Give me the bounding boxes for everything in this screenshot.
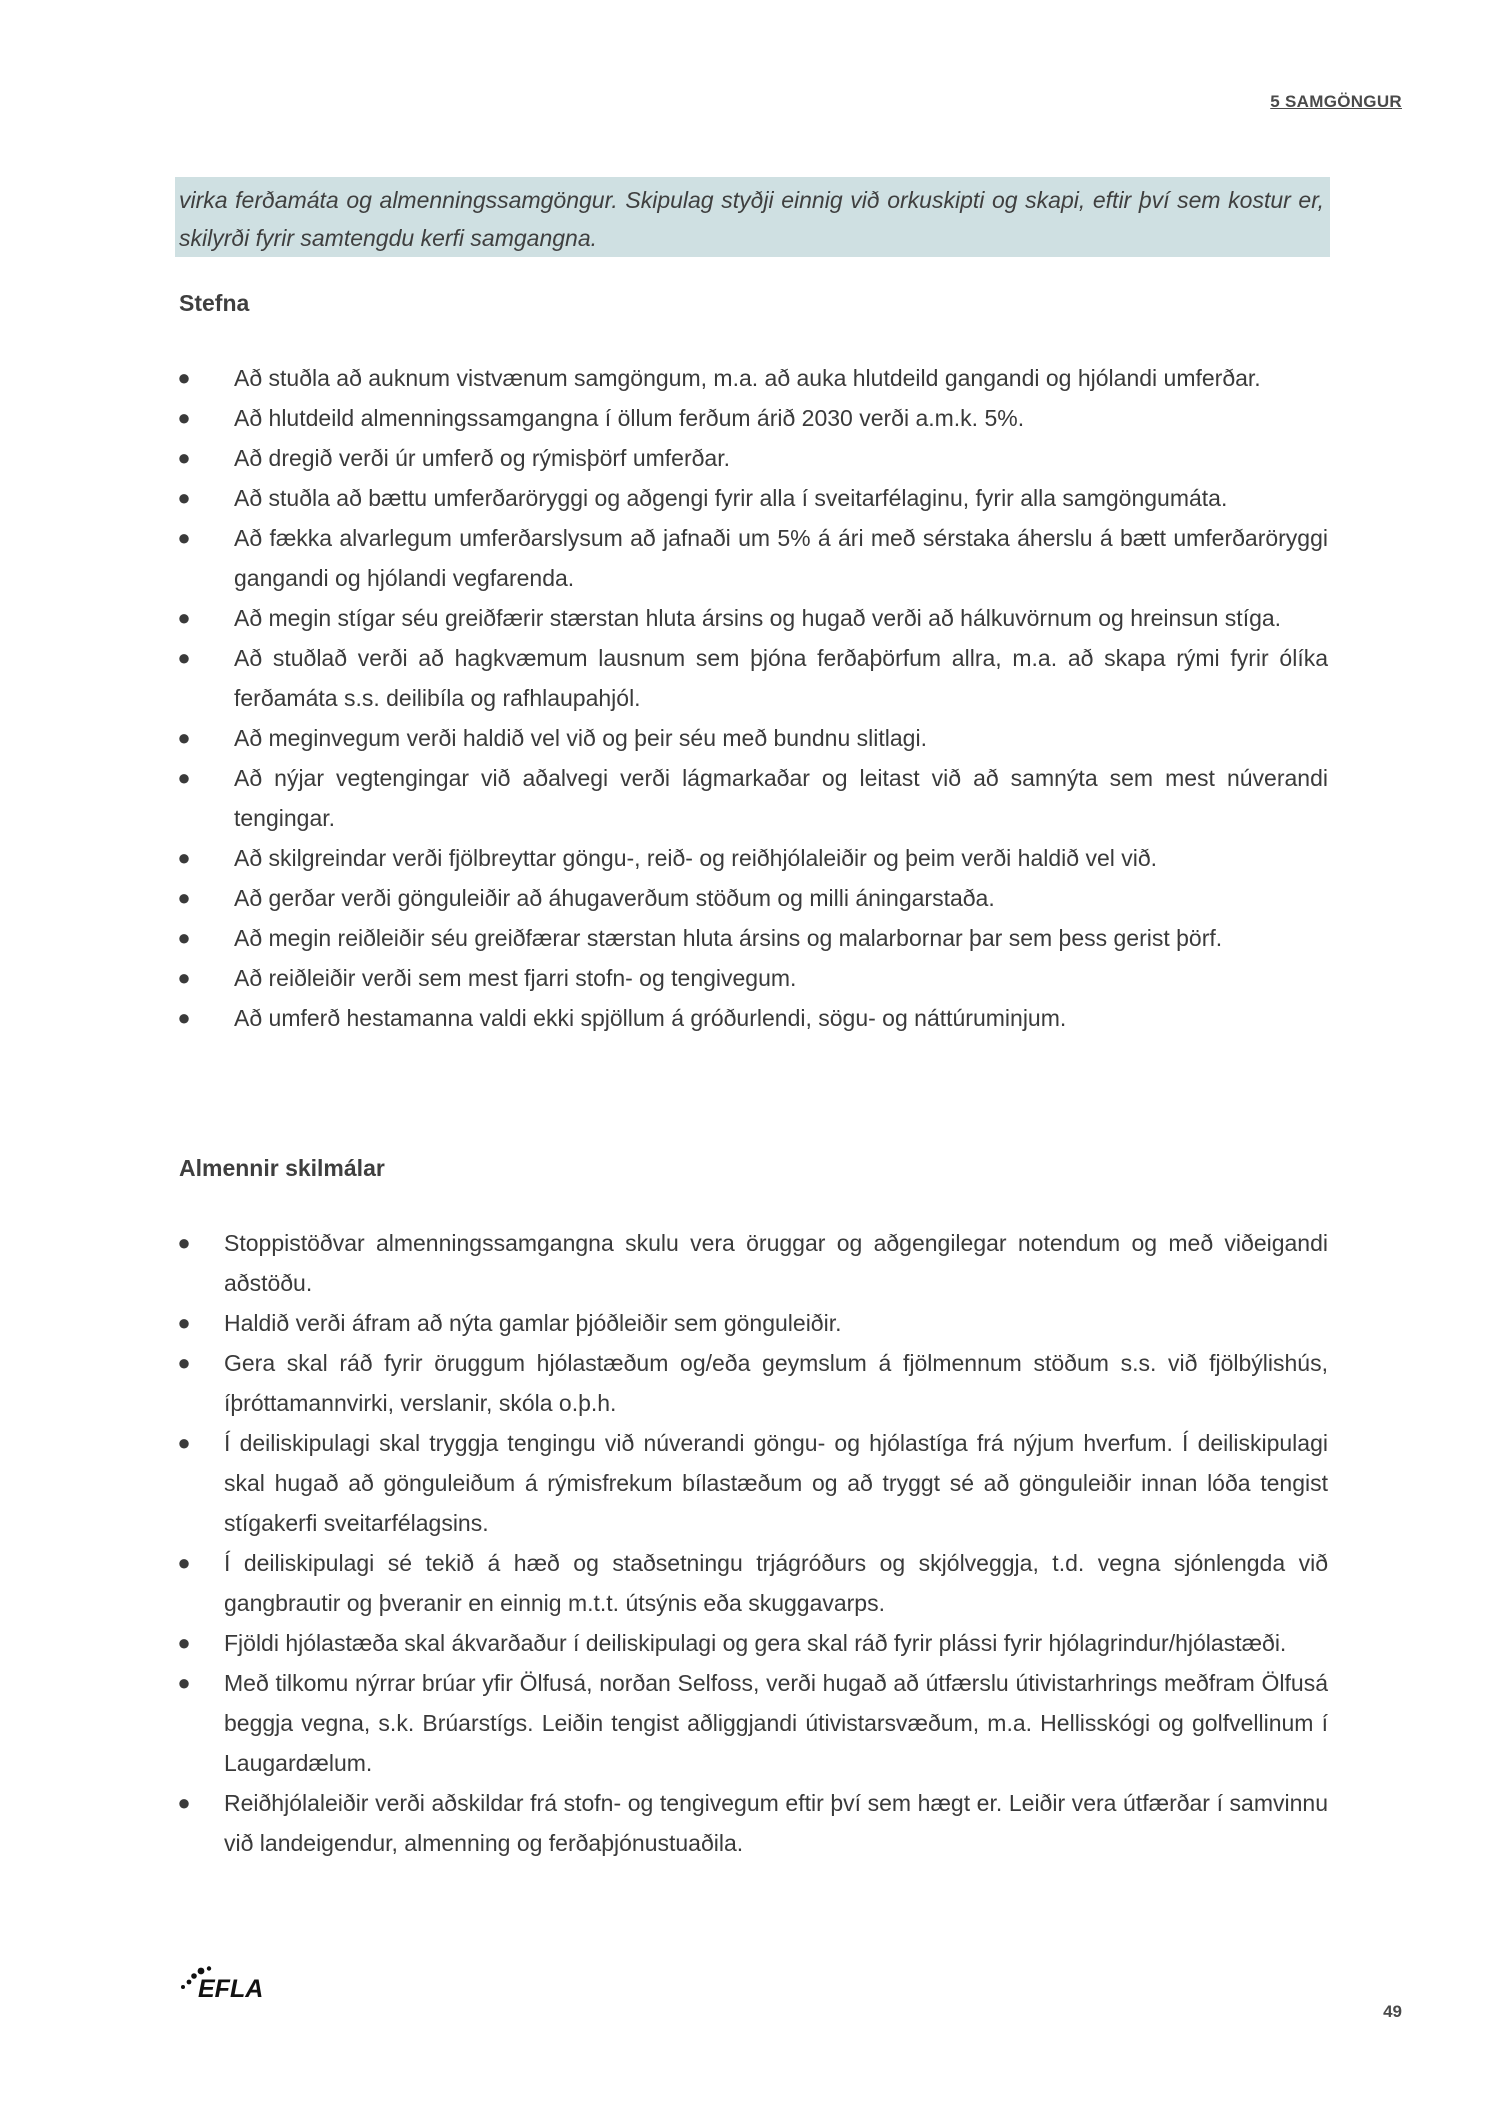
bullet-icon: ● (177, 1670, 191, 1695)
list-item-text: Gera skal ráð fyrir öruggum hjólastæðum og/eða geymslum á fjölmennum stöðum s.s. við fjölbýlishús, íþróttamannvirki, verslanir, skóla o.þ.h. (224, 1350, 1328, 1416)
list-item-text: Stoppistöðvar almenningssamgangna skulu vera öruggar og aðgengilegar notendum og með viðeigandi aðstöðu. (224, 1230, 1328, 1296)
list-item (174, 1543, 1328, 1623)
bullet-icon: ● (177, 1630, 191, 1655)
logo-dot (198, 1968, 205, 1975)
skilmalar-heading: Almennir skilmálar (179, 1155, 385, 1181)
list-item-text: Að nýjar vegtengingar við aðalvegi verði lágmarkaðar og leitast við að samnýta sem mest núverandi tengingar. (234, 765, 1328, 831)
bullet-icon: ● (177, 605, 191, 630)
bullet-icon: ● (177, 1350, 191, 1375)
logo-wordmark: EFLA (198, 1975, 264, 2001)
bullet-icon: ● (177, 725, 191, 750)
bullet-icon: ● (177, 1550, 191, 1575)
list-item (174, 598, 1328, 638)
bullet-icon: ● (177, 365, 191, 390)
list-item-text: Að skilgreindar verði fjölbreyttar göngu-, reið- og reiðhjólaleiðir og þeim verði haldið vel við. (234, 845, 1158, 871)
list-item (174, 478, 1328, 518)
bullet-icon: ● (177, 1230, 191, 1255)
bullet-icon: ● (177, 765, 191, 790)
logo-dot (191, 1973, 197, 1979)
list-item (174, 758, 1328, 838)
bullet-icon: ● (177, 645, 191, 670)
list-item (174, 438, 1328, 478)
list-item-text: Að stuðla að bættu umferðaröryggi og aðgengi fyrir alla í sveitarfélaginu, fyrir alla samgöngumáta. (234, 485, 1228, 511)
list-item-text: Að reiðleiðir verði sem mest fjarri stofn- og tengivegum. (234, 965, 797, 991)
list-item (174, 638, 1328, 718)
list-item-text: Reiðhjólaleiðir verði aðskildar frá stofn- og tengivegum eftir því sem hægt er. Leiðir vera útfærðar í samvinnu við landeigendur, almenning og ferðaþjónustuaðila. (224, 1790, 1328, 1856)
efla-logo (178, 1965, 298, 2001)
logo-dot (187, 1980, 192, 1985)
list-item (174, 1423, 1328, 1543)
list-item (174, 1303, 1328, 1343)
bullet-icon: ● (177, 485, 191, 510)
list-item-text: Að hlutdeild almenningssamgangna í öllum ferðum árið 2030 verði a.m.k. 5%. (234, 405, 1025, 431)
list-item-text: Í deiliskipulagi skal tryggja tengingu við núverandi göngu- og hjólastíga frá nýjum hverfum. Í deiliskipulagi skal hugað að gönguleiðum á rýmisfrekum bílastæðum og að tryggt sé að gönguleiðir innan lóða tengist stígakerfi sveitarfélagsins. (224, 1430, 1328, 1536)
page-number: 49 (1383, 2002, 1402, 2021)
list-item-text: Haldið verði áfram að nýta gamlar þjóðleiðir sem gönguleiðir. (224, 1310, 842, 1336)
stefna-list (174, 358, 1328, 1038)
list-item-text: Að fækka alvarlegum umferðarslysum að jafnaði um 5% á ári með sérstaka áherslu á bætt umferðaröryggi gangandi og hjólandi vegfarenda. (234, 525, 1328, 591)
list-item-text: Að dregið verði úr umferð og rýmisþörf umferðar. (234, 445, 730, 471)
list-item-text: Að stuðla að auknum vistvænum samgöngum, m.a. að auka hlutdeild gangandi og hjólandi umferðar. (234, 365, 1261, 391)
list-item (174, 1343, 1328, 1423)
list-item-text: Að meginvegum verði haldið vel við og þeir séu með bundnu slitlagi. (234, 725, 927, 751)
list-item (174, 838, 1328, 878)
logo-dot (181, 1985, 185, 1989)
list-item (174, 1223, 1328, 1303)
list-item (174, 1783, 1328, 1863)
list-item (174, 1663, 1328, 1783)
list-item (174, 918, 1328, 958)
list-item-text: Að megin reiðleiðir séu greiðfærar stærstan hluta ársins og malarbornar þar sem þess gerist þörf. (234, 925, 1223, 951)
bullet-icon: ● (177, 885, 191, 910)
list-item-text: Fjöldi hjólastæða skal ákvarðaður í deiliskipulagi og gera skal ráð fyrir plássi fyrir hjólagrindur/hjólastæði. (224, 1630, 1287, 1656)
list-item (174, 718, 1328, 758)
list-item-text: Að umferð hestamanna valdi ekki spjöllum á gróðurlendi, sögu- og náttúruminjum. (234, 1005, 1067, 1031)
logo-dot (207, 1966, 211, 1970)
list-item (174, 398, 1328, 438)
bullet-icon: ● (177, 1005, 191, 1030)
stefna-heading: Stefna (179, 290, 250, 316)
bullet-icon: ● (177, 445, 191, 470)
list-item (174, 358, 1328, 398)
highlighted-callout: virka ferðamáta og almenningssamgöngur. Skipulag styðji einnig við orkuskipti og skapi, eftir því sem kostur er, skilyrði fyrir samtengdu kerfi samgangna. (175, 177, 1330, 257)
list-item-text: Með tilkomu nýrrar brúar yfir Ölfusá, norðan Selfoss, verði hugað að útfærslu útivistarhrings meðfram Ölfusá beggja vegna, s.k. Brúarstígs. Leiðin tengist aðliggjandi útivistarsvæðum, m.a. Hellisskógi og golfvellinum í Laugardælum. (224, 1670, 1328, 1776)
chapter-header: 5 SAMGÖNGUR (1270, 92, 1402, 111)
list-item (174, 878, 1328, 918)
bullet-icon: ● (177, 1310, 191, 1335)
list-item (174, 518, 1328, 598)
list-item-text: Í deiliskipulagi sé tekið á hæð og staðsetningu trjágróðurs og skjólveggja, t.d. vegna sjónlengda við gangbrautir og þveranir en einnig m.t.t. útsýnis eða skuggavarps. (224, 1550, 1328, 1616)
list-item (174, 958, 1328, 998)
list-item (174, 1623, 1328, 1663)
bullet-icon: ● (177, 965, 191, 990)
list-item-text: Að megin stígar séu greiðfærir stærstan hluta ársins og hugað verði að hálkuvörnum og hreinsun stíga. (234, 605, 1282, 631)
bullet-icon: ● (177, 525, 191, 550)
list-item-text: Að stuðlað verði að hagkvæmum lausnum sem þjóna ferðaþörfum allra, m.a. að skapa rými fyrir ólíka ferðamáta s.s. deilibíla og rafhlaupahjól. (234, 645, 1328, 711)
skilmalar-list (174, 1223, 1328, 1863)
bullet-icon: ● (177, 1430, 191, 1455)
bullet-icon: ● (177, 845, 191, 870)
list-item (174, 998, 1328, 1038)
list-item-text: Að gerðar verði gönguleiðir að áhugaverðum stöðum og milli áningarstaða. (234, 885, 995, 911)
bullet-icon: ● (177, 1790, 191, 1815)
bullet-icon: ● (177, 925, 191, 950)
bullet-icon: ● (177, 405, 191, 430)
